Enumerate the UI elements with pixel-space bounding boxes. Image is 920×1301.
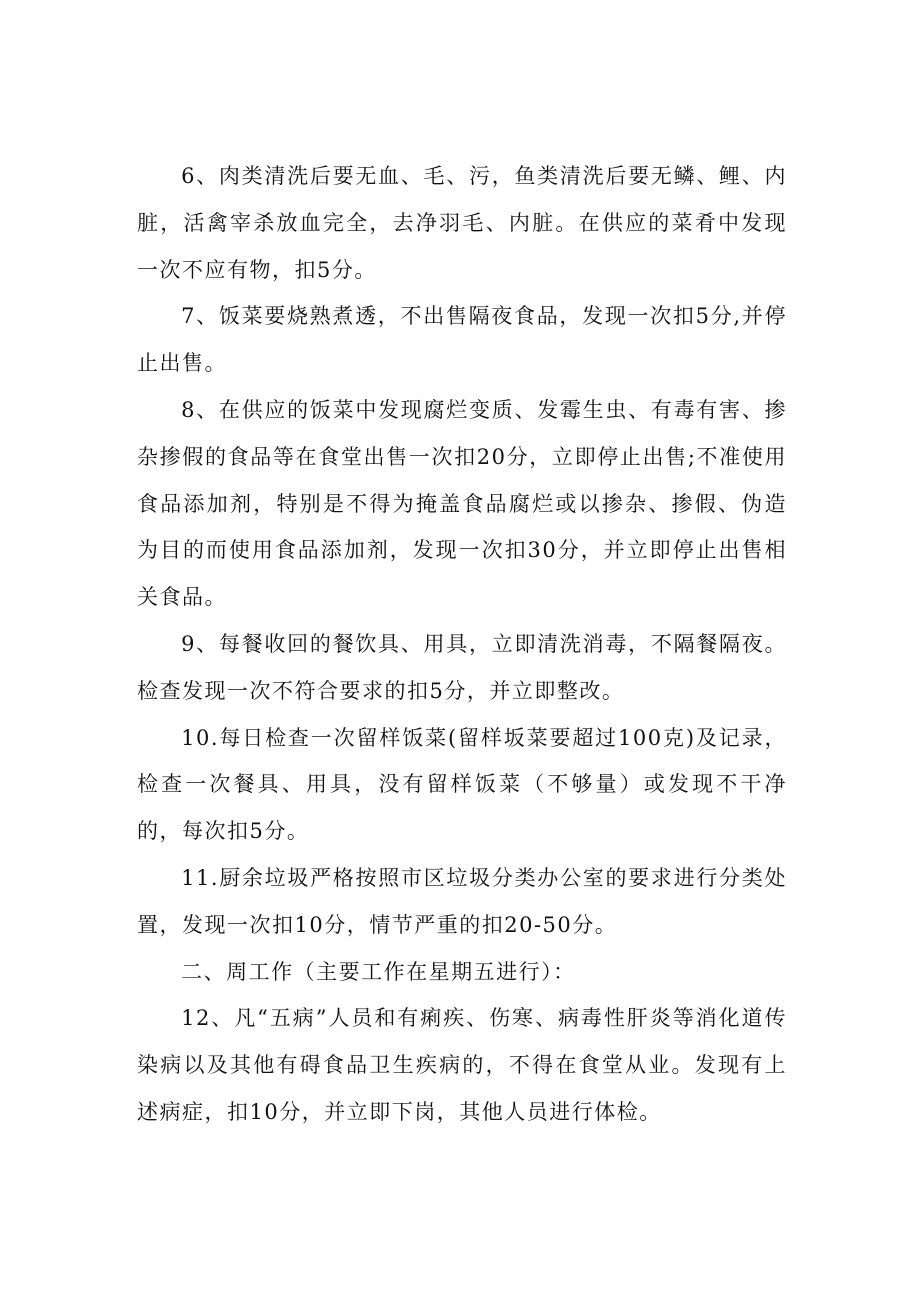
paragraph-item-12: 12、凡“五病”人员和有痢疾、伤寒、病毒性肝炎等消化道传染病以及其他有碍食品卫生疾病的，不得在食堂从业。发现有上述病症，扣10分，并立即下岗，其他人员进行体检。 bbox=[137, 1006, 787, 1124]
section-heading-weekly-work: 二、周工作（主要工作在星期五进行）： bbox=[181, 959, 576, 984]
paragraph-item-6: 6、肉类清洗后要无血、毛、污，鱼类清洗后要无鳞、鲤、内脏，活禽宰杀放血完全，去净羽毛、内脏。在供应的菜肴中发现一次不应有物，扣5分。 bbox=[137, 164, 787, 282]
paragraph-item-9: 9、每餐收回的餐饮具、用具，立即清洗消毒，不隔餐隔夜。检查发现一次不符合要求的扣5分，并立即整改。 bbox=[137, 631, 787, 703]
paragraph-item-11: 11.厨余垃圾严格按照市区垃圾分类办公室的要求进行分类处置，发现一次扣10分，情节严重的扣20-50分。 bbox=[137, 865, 787, 937]
paragraph-item-7: 7、饭菜要烧熟煮透，不出售隔夜食品，发现一次扣5分,并停止出售。 bbox=[137, 304, 787, 376]
paragraph-item-8: 8、在供应的饭菜中发现腐烂变质、发霉生虫、有毒有害、掺杂掺假的食品等在食堂出售一次扣20分，立即停止出售;不准使用食品添加剂，特别是不得为掩盖食品腐烂或以掺杂、掺假、伪造为目的而使用食品添加剂，发现一次扣30分，并立即停止出售相关食品。 bbox=[137, 397, 787, 610]
paragraph-item-10: 10.每日检查一次留样饭菜(留样坂菜要超过100克)及记录，检查一次餐具、用具，没有留样饭菜（不够量）或发现不干净的，每次扣5分。 bbox=[137, 725, 787, 844]
document-body bbox=[137, 153, 787, 1136]
